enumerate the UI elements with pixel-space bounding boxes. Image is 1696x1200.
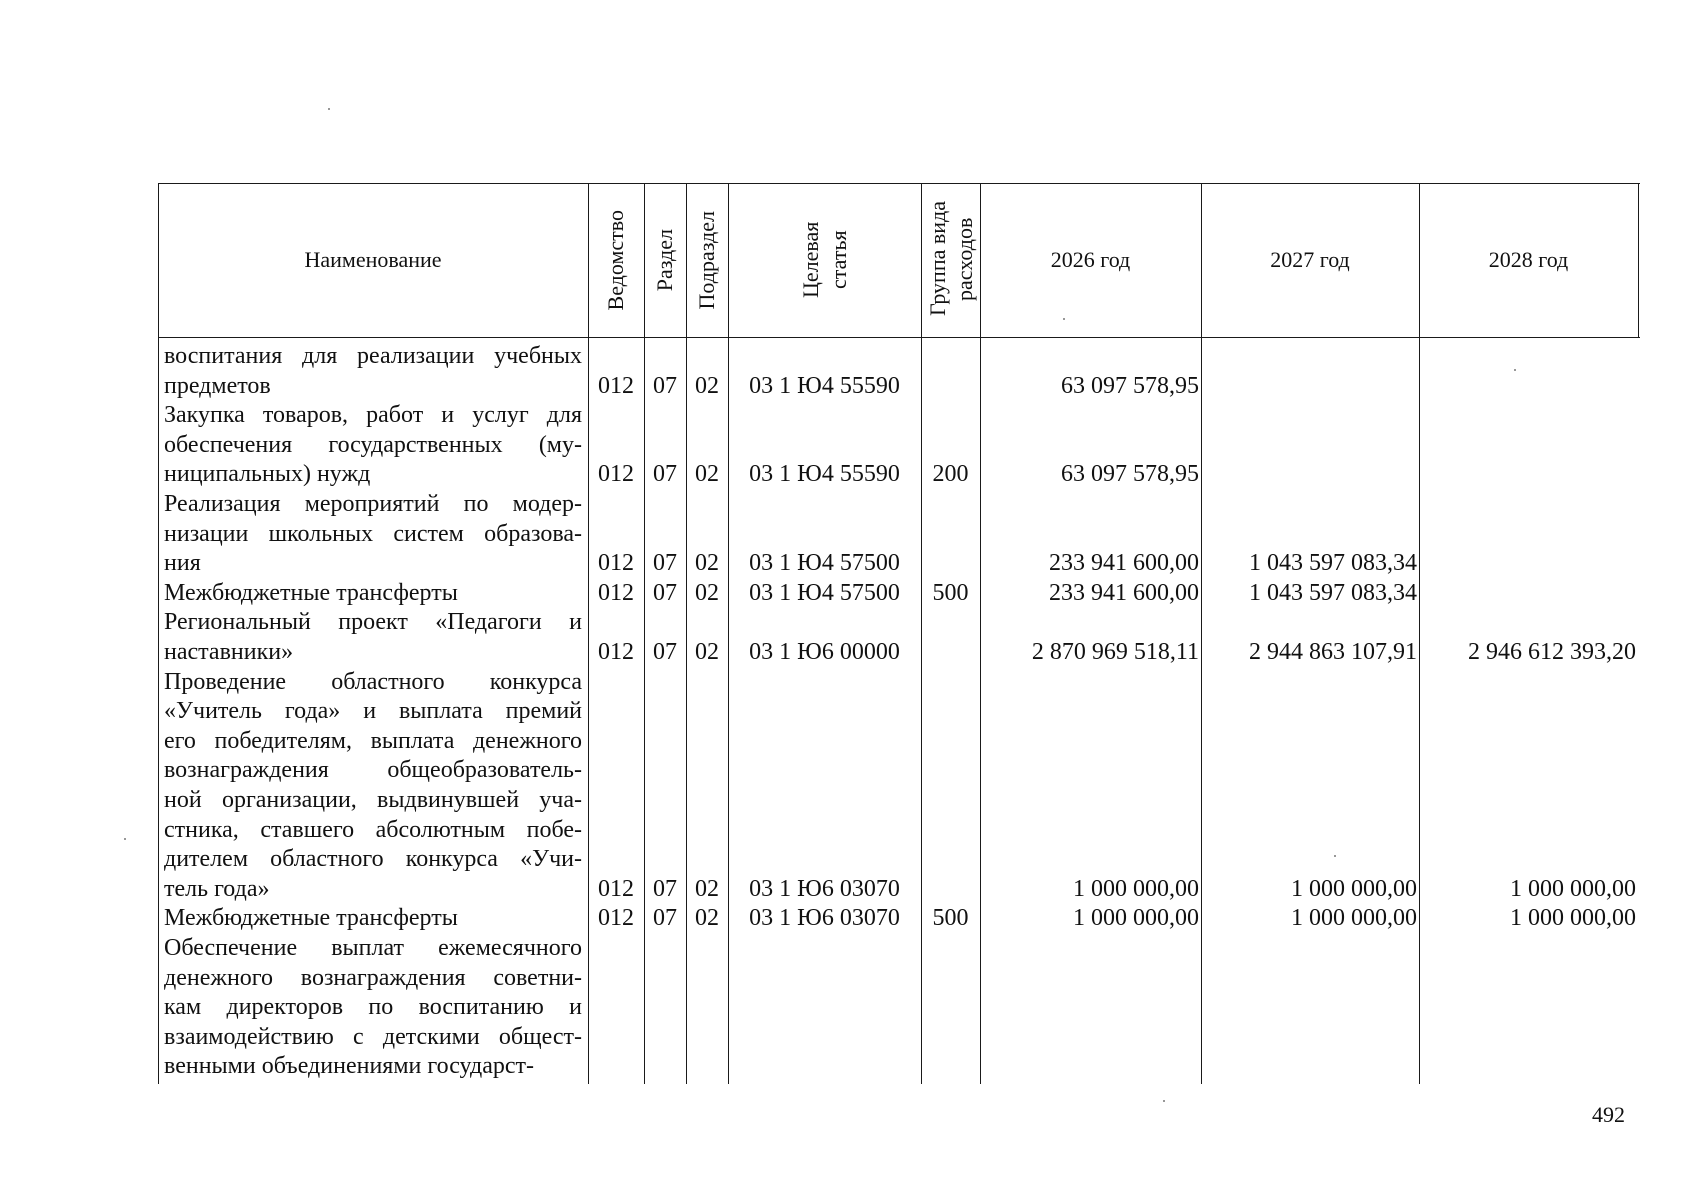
cell-celevaya: 03 1 Ю4 55590 [749,461,900,488]
cell-2026: 233 941 600,00 [1049,550,1199,577]
header-vedomstvo [588,183,644,337]
cell-2027: 1 000 000,00 [1291,875,1417,902]
row-name-line: Межбюджетные трансферты [164,579,458,606]
cell-celevaya: 03 1 Ю4 57500 [749,579,900,606]
row-name-line: низации школьных систем образова- [164,520,582,547]
cell-vedomstvo: 012 [598,875,634,902]
page-number: 492 [1592,1102,1625,1127]
scan-speck [1063,318,1065,320]
row-name-line: воспитания для реализации учебных [164,343,582,369]
row-name [164,934,582,1082]
cell-2026: 63 097 578,95 [1061,461,1199,488]
scan-speck [1514,369,1516,371]
row-name-line: Реализация мероприятий по модер- [164,491,582,517]
header-2028-text: 2028 год [1488,247,1569,273]
row-name [164,401,582,490]
cell-gruppa: 500 [932,905,969,932]
cell-podrazdel: 02 [695,372,719,399]
row-name [164,579,582,609]
row-name-line: тель года» [164,875,270,902]
row-name-line: наставники» [164,638,294,665]
cell-celevaya: 03 1 Ю6 03070 [749,905,900,932]
row-name [164,668,582,905]
row-name-line: «Учитель года» и выплата премий [164,698,582,725]
table-row [158,579,1640,609]
header-2026 [980,183,1201,337]
row-name-line: Закупка товаров, работ и услуг для [164,402,582,429]
row-name-line: стника, ставшего абсолютным побе- [164,816,582,843]
header-celevaya-text: Целевая статья [797,221,851,299]
row-name-line: венными объединениями государст- [164,1053,535,1080]
header-gruppa-text: Группа вида расходов [924,201,977,317]
table-row [158,668,1640,905]
row-name-line: денежного вознаграждения советни- [164,964,582,991]
row-name [164,490,582,579]
row-name-line: ной организации, выдвинувшей уча- [164,786,582,813]
table-row [158,401,1640,490]
row-name [164,904,582,934]
cell-celevaya: 03 1 Ю6 03070 [749,875,900,902]
table-row [158,934,1640,1082]
header-bottom-border [158,337,1640,338]
cell-podrazdel: 02 [695,638,719,665]
header-2028 [1419,183,1638,337]
scan-speck [1163,1100,1165,1102]
scan-speck [1334,855,1336,857]
row-name-line: Региональный проект «Педагоги и [164,609,582,636]
row-name-line: Обеспечение выплат ежемесячного [164,935,582,961]
cell-razdel: 07 [653,579,677,606]
cell-2026: 2 870 969 518,11 [1031,638,1199,665]
row-name-line: Проведение областного конкурса [164,668,582,695]
row-name-line: его победителям, выплата денежного [164,727,582,754]
cell-2027: 2 944 863 107,91 [1249,638,1417,665]
header-razdel-text: Раздел [652,228,678,292]
cell-vedomstvo: 012 [598,579,634,606]
row-name-line: ниципальных) нужд [164,461,371,488]
header-podrazdel-text: Подраздел [694,210,720,310]
cell-celevaya: 03 1 Ю4 55590 [749,372,900,399]
row-name-line: ния [164,550,201,577]
cell-vedomstvo: 012 [598,461,634,488]
cell-gruppa: 200 [932,461,969,488]
cell-podrazdel: 02 [695,905,719,932]
table-row [158,608,1640,667]
cell-2028: 1 000 000,00 [1510,905,1636,932]
row-name-line: Межбюджетные трансферты [164,905,458,932]
cell-gruppa: 500 [932,579,969,606]
row-name-line: обеспечения государственных (му- [164,431,582,458]
cell-celevaya: 03 1 Ю6 00000 [749,638,900,665]
cell-2027: 1 043 597 083,34 [1249,550,1417,577]
table-row [158,904,1640,934]
cell-vedomstvo: 012 [598,550,634,577]
cell-2027: 1 000 000,00 [1291,905,1417,932]
cell-podrazdel: 02 [695,875,719,902]
header-2027-text: 2027 год [1270,247,1350,273]
cell-celevaya: 03 1 Ю4 57500 [749,550,900,577]
scan-speck [328,108,330,110]
cell-razdel: 07 [653,905,677,932]
cell-2026: 1 000 000,00 [1073,875,1199,902]
cell-razdel: 07 [653,461,677,488]
cell-razdel: 07 [653,638,677,665]
col-border-right [1638,183,1639,337]
cell-vedomstvo: 012 [598,372,634,399]
row-name-line: взаимодействию с детскими общест- [164,1023,582,1050]
table-row [158,342,1640,401]
header-gruppa [921,183,980,337]
cell-vedomstvo: 012 [598,905,634,932]
row-name [164,608,582,667]
scan-speck [124,838,126,840]
header-celevaya [728,183,921,337]
cell-razdel: 07 [653,875,677,902]
budget-table [158,183,1640,1084]
cell-podrazdel: 02 [695,461,719,488]
cell-2027: 1 043 597 083,34 [1249,579,1417,606]
header-podrazdel [686,183,728,337]
row-name-line: предметов [164,372,271,399]
cell-2028: 1 000 000,00 [1510,875,1636,902]
row-name-line: дителем областного конкурса «Учи- [164,846,582,873]
header-razdel [644,183,686,337]
row-name-line: кам директоров по воспитанию и [164,994,582,1021]
header-vedomstvo-text: Ведомство [603,209,629,311]
header-2026-text: 2026 год [1050,247,1131,273]
cell-2028: 2 946 612 393,20 [1468,638,1636,665]
cell-razdel: 07 [653,372,677,399]
cell-2026: 63 097 578,95 [1061,372,1199,399]
cell-podrazdel: 02 [695,579,719,606]
cell-razdel: 07 [653,550,677,577]
header-name [158,183,588,337]
cell-2026: 1 000 000,00 [1073,905,1199,932]
header-name-text: Наименование [304,247,442,273]
row-name [164,342,582,401]
cell-vedomstvo: 012 [598,638,634,665]
row-name-line: вознаграждения общеобразователь- [164,757,582,784]
cell-2026: 233 941 600,00 [1049,579,1199,606]
cell-podrazdel: 02 [695,550,719,577]
table-row [158,490,1640,579]
header-2027 [1201,183,1419,337]
